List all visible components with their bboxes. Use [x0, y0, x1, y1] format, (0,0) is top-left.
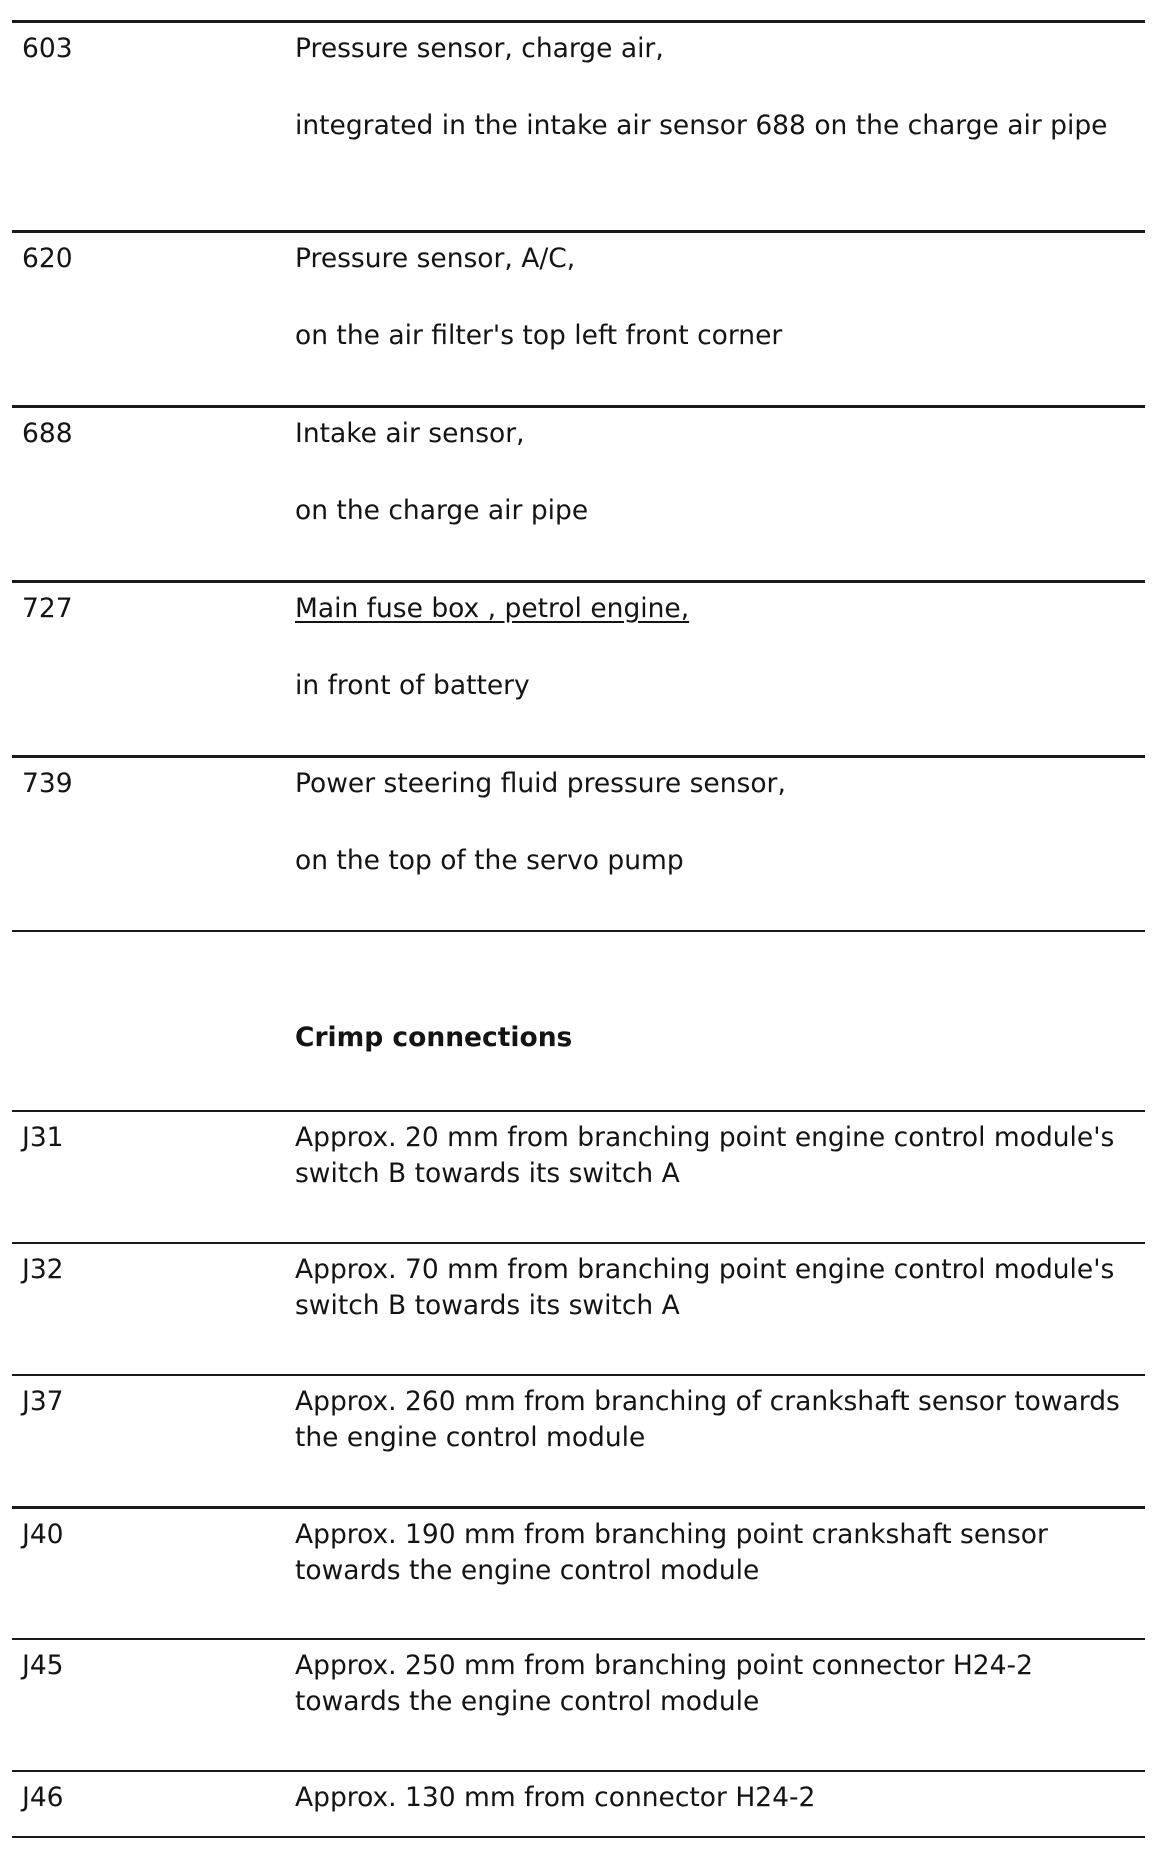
crimp-code: J31: [22, 1122, 64, 1153]
main-fuse-box-link[interactable]: Main fuse box , petrol engine,: [295, 593, 690, 624]
table-row: [12, 1770, 1145, 1838]
component-name: Pressure sensor, A/C,: [295, 243, 576, 274]
component-description: [295, 416, 1145, 529]
component-code: 620: [22, 243, 73, 274]
component-code: 727: [22, 593, 73, 624]
crimp-description: Approx. 250 mm from branching point connector H24-2 towards the engine control module: [295, 1650, 1033, 1717]
crimp-code: J32: [22, 1254, 64, 1285]
component-description: [295, 766, 1145, 879]
table-row: [12, 580, 1145, 758]
component-location: on the air filter's top left front corner: [295, 320, 783, 351]
section-divider: [12, 930, 1145, 942]
table-row: [12, 230, 1145, 408]
crimp-description: Approx. 70 mm from branching point engine control module's switch B towards its switch A: [295, 1254, 1115, 1321]
crimp-description: Approx. 190 mm from branching point crankshaft sensor towards the engine control module: [295, 1519, 1048, 1586]
crimp-code: J37: [22, 1386, 64, 1417]
component-description: [295, 31, 1145, 144]
crimp-description: Approx. 20 mm from branching point engine control module's switch B towards its switch A: [295, 1122, 1115, 1189]
crimp-description: Approx. 260 mm from branching of crankshaft sensor towards the engine control module: [295, 1386, 1120, 1453]
component-description: [295, 591, 1145, 704]
table-row: [12, 755, 1145, 933]
table-row: [12, 1110, 1145, 1244]
component-location: integrated in the intake air sensor 688 on the charge air pipe: [295, 110, 1108, 141]
component-location: on the charge air pipe: [295, 495, 589, 526]
component-code: 603: [22, 33, 73, 64]
table-row: [12, 1374, 1145, 1508]
component-name: Intake air sensor,: [295, 418, 525, 449]
component-name: Pressure sensor, charge air,: [295, 33, 664, 64]
table-row: [12, 20, 1145, 233]
component-description: [295, 241, 1145, 354]
table-row: [12, 1506, 1145, 1641]
component-code: 739: [22, 768, 73, 799]
crimp-code: J46: [22, 1782, 64, 1813]
component-code: 688: [22, 418, 73, 449]
table-bottom-rule: [12, 1836, 1145, 1838]
section-heading: Crimp connections: [295, 1022, 573, 1053]
table-row: [12, 1638, 1145, 1772]
crimp-description: Approx. 130 mm from connector H24-2: [295, 1782, 816, 1813]
component-name: Power steering fluid pressure sensor,: [295, 768, 786, 799]
component-location: in front of battery: [295, 670, 530, 701]
component-location: on the top of the servo pump: [295, 845, 684, 876]
table-row: [12, 1242, 1145, 1376]
table-row: [12, 405, 1145, 583]
crimp-code: J45: [22, 1650, 64, 1681]
crimp-code: J40: [22, 1519, 64, 1550]
